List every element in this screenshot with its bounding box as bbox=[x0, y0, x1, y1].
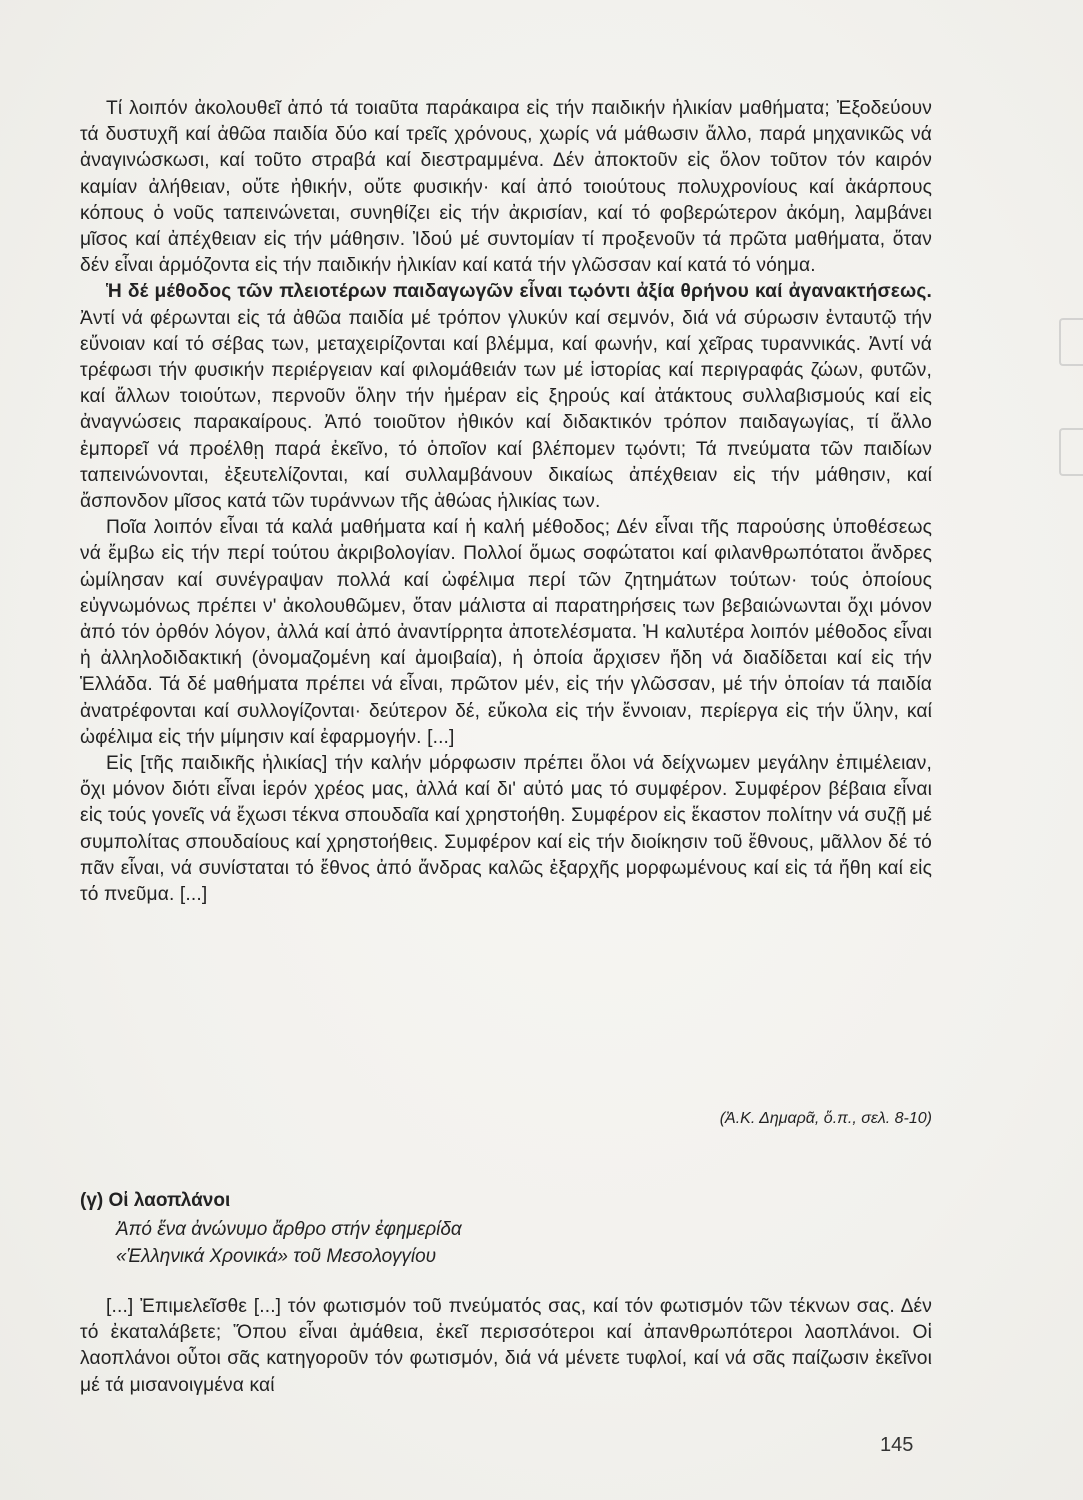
source-citation: (Ἀ.Κ. Δημαρᾶ, ὅ.π., σελ. 8-10) bbox=[719, 1110, 932, 1127]
section-subtitle: Ἀπό ἕνα ἀνώνυμο ἄρθρο στήν ἐφημερίδα bbox=[116, 1219, 462, 1240]
quoted-text-block bbox=[80, 96, 932, 908]
page-edge-tab bbox=[1059, 318, 1083, 366]
bold-lead-sentence: Ἡ δέ μέθοδος τῶν πλειοτέρων παιδαγωγῶν εἶναι τῳόντι ἀξία θρήνου καί ἀγανακτήσεως. bbox=[106, 281, 932, 303]
section-subtitle: «Ἑλληνικά Χρονικά» τοῦ Μεσολογγίου bbox=[116, 1246, 437, 1267]
page-number: 145 bbox=[880, 1434, 914, 1456]
page-edge-tab bbox=[1059, 428, 1083, 476]
paragraph: [...] Ἐπιμελεῖσθε [...] τόν φωτισμόν τοῦ πνεύματός σας, καί τόν φωτισμόν τῶν τέκνων σας. Δέν τό ἐκαταλάβετε; Ὅπου εἶναι ἀμάθεια, ἐκεῖ περισσότεροι καί ἀπανθρωπότεροι λαοπλάνοι. Οἱ λαοπλάνοι οὗτοι σᾶς κατηγοροῦν τόν φωτισμόν, διά νά μένετε τυφλοί, καί νά σᾶς παίζωσιν ἐκεῖνοι μέ τά μισανοιγμένα καί bbox=[80, 1296, 932, 1396]
section-text-block bbox=[80, 1294, 932, 1399]
paragraph: Τί λοιπόν ἀκολουθεῖ ἀπό τά τοιαῦτα παράκαιρα εἰς τήν παιδικήν ἡλικίαν μαθήματα; Ἐξοδεύουν τά δυστυχῆ καί ἀθῶα παιδία δύο καί τρεῖς χρόνους, χωρίς νά μάθωσιν ἄλλο, παρά μηχανικῶς νά ἀναγινώσκωσι, καί τοῦτο στραβά καί διεστραμμένα. Δέν ἀποκτοῦν εἰς ὅλον τοῦτον τόν καιρόν καμίαν ἀλήθειαν, οὔτε ἠθικήν, οὔτε φυσικήν· καί ἀπό τοιούτους πολυχρονίους καί ἀκάρπους κόπους ὁ νοῦς ταπεινώνεται, συνηθίζει εἰς τήν ἀκρισίαν, καί τό φοβερώτερον ἀκόμη, λαμβάνει μῖσος καί ἀπέχθειαν εἰς τήν μάθησιν. Ἰδού μέ συντομίαν τί προξενοῦν τά πρῶτα μαθήματα, ὅταν δέν εἶναι ἁρμόζοντα εἰς τήν παιδικήν ἡλικίαν καί κατά τήν γλῶσσαν καί κατά τό νόημα. bbox=[80, 98, 932, 277]
section-heading: (γ) Οἱ λαοπλάνοι bbox=[80, 1190, 231, 1211]
paragraph bbox=[80, 279, 932, 515]
paragraph: Εἰς [τῆς παιδικῆς ἡλικίας] τήν καλήν μόρφωσιν πρέπει ὅλοι νά δείχνωμεν μεγάλην ἐπιμέλειαν, ὄχι μόνον διότι εἶναι ἱερόν χρέος μας, ἀλλά καί δι' αὐτό μας τό συμφέρον. Συμφέρον βέβαια εἶναι εἰς τούς γονεῖς νά ἔχωσι τέκνα σπουδαῖα καί χρηστοήθη. Συμφέρον εἰς ἕκαστον πολίτην νά συζῇ μέ συμπολίτας σπουδαίους καί χρηστοήθεις. Συμφέρον καί εἰς τήν διοίκησιν τοῦ ἔθνους, μᾶλλον δέ τό πᾶν εἶναι, νά συνίσταται τό ἔθνος ἀπό ἄνδρας καλῶς ἐξαρχῆς μορφωμένους καί εἰς τά ἤθη καί εἰς τό πνεῦμα. [...] bbox=[80, 753, 932, 906]
paragraph-text: Ἀντί νά φέρωνται εἰς τά ἀθῶα παιδία μέ τρόπον γλυκύν καί σεμνόν, διά νά σύρωσιν ἐνταυτῷ τήν εὔνοιαν καί τό σέβας των, μεταχειρίζονται καί βλέμμα, καί φωνήν, καί χεῖρας τυραννικάς. Ἀντί νά τρέφωσι τήν φυσικήν περιέργειαν καί φιλομάθειάν των μέ ἱστορίας καί περιγραφάς ζώων, φυτῶν, καί ἄλλων τοιούτων, περνοῦν ὅλην τήν ἡμέραν εἰς ξηρούς καί ἀτάκτους συλλαβισμούς καί εἰς ἀναγνώσεις παρακαίρους. Ἀπό τοιοῦτον ἠθικόν καί διδακτικόν τρόπον παιδαγωγίας, τί ἄλλο ἐμπορεῖ νά προέλθῃ παρά ἐκεῖνο, τό ὁποῖον καί βλέπομεν τῳόντι; Τά πνεύματα τῶν παιδίων ταπεινώνονται, ἐξευτελίζονται, καί συλλαμβάνουν δικαίως ἀπέχθειαν εἰς τήν μάθησιν, καί ἄσπονδον μῖσος κατά τῶν τυράννων τῆς ἀθώας ἡλικίας των. bbox=[80, 307, 932, 513]
paragraph: Ποῖα λοιπόν εἶναι τά καλά μαθήματα καί ἡ καλή μέθοδος; Δέν εἶναι τῆς παρούσης ὑποθέσεως νά ἔμβω εἰς τήν περί τούτου ἀκριβολογίαν. Πολλοί ὅμως σοφώτατοι καί φιλανθρωπότατοι ἄνδρες ὡμίλησαν καί συνέγραψαν πολλά καί ὠφέλιμα περί τῶν ζητημάτων τούτων· τούς ὁποίους εὐγνωμόνως πρέπει ν' ἀκολουθῶμεν, ὅταν μάλιστα αἱ παρατηρήσεις των βεβαιώνωνται ὄχι μόνον ἀπό τόν ὀρθόν λόγον, ἀλλά καί ἀπό ἀναντίρρητα ἀποτελέσματα. Ἡ καλυτέρα λοιπόν μέθοδος εἶναι ἡ ἀλληλοδιδακτική (ὀνομαζομένη καί ἀμοιβαία), ἡ ὁποία ἄρχισεν ἤδη νά διαδίδεται καί εἰς τήν Ἑλλάδα. Τά δέ μαθήματα πρέπει νά εἶναι, πρῶτον μέν, εἰς τήν γλῶσσαν, μέ τήν ὁποίαν τά παιδία ἀνατρέφονται καί συλλογίζονται· δεύτερον δέ, εὔκολα εἰς τήν ἔννοιαν, περίεργα εἰς τήν ὕλην, καί ὠφέλιμα εἰς τήν μίμησιν καί ἐφαρμογήν. [...] bbox=[80, 517, 932, 748]
